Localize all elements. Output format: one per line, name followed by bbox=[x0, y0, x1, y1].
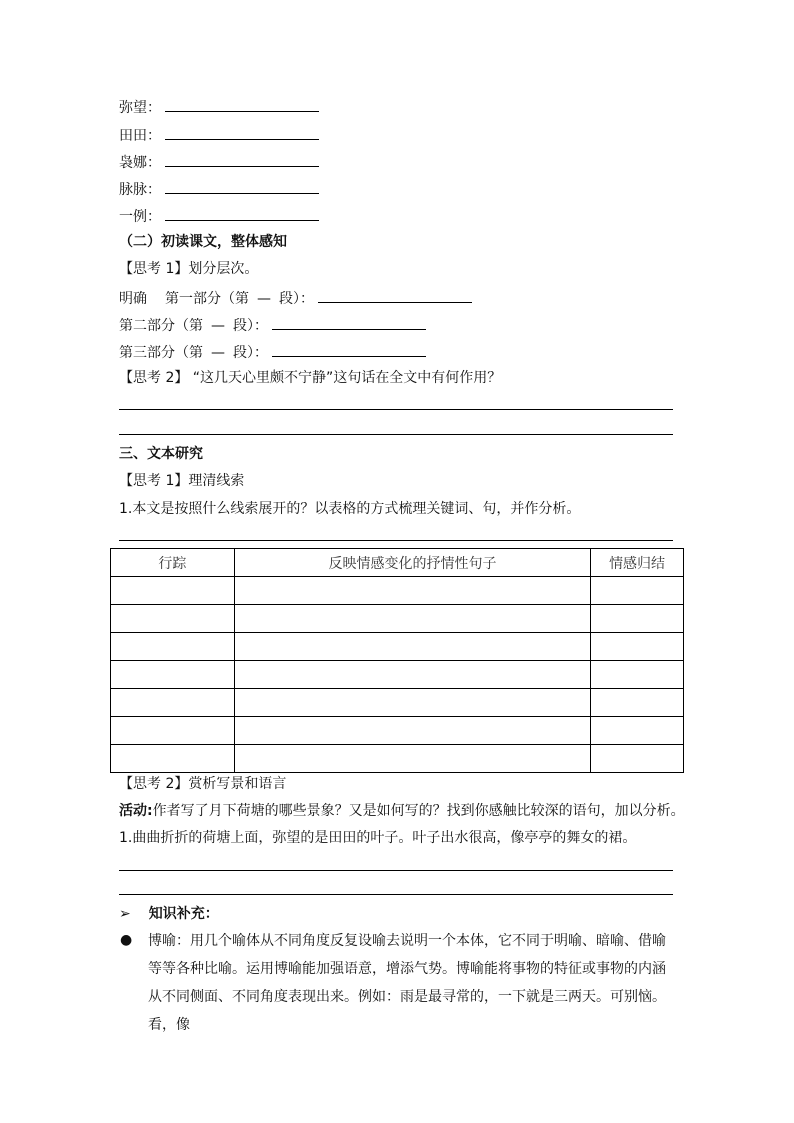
bullet-dot-icon: ● bbox=[120, 932, 133, 948]
table-cell[interactable] bbox=[111, 605, 235, 633]
table-cell[interactable] bbox=[234, 661, 590, 689]
answer-line[interactable] bbox=[119, 870, 673, 871]
table-cell[interactable] bbox=[591, 633, 684, 661]
dash: — bbox=[211, 318, 225, 334]
answer-blank[interactable] bbox=[165, 97, 319, 112]
para-suffix: 段）： bbox=[233, 318, 268, 334]
table-cell[interactable] bbox=[591, 605, 684, 633]
answer-blank[interactable] bbox=[272, 342, 426, 357]
section-three-think2: 【思考 2】赏析写景和语言 bbox=[119, 776, 287, 792]
vocab-term: 田田： bbox=[119, 128, 161, 144]
table-cell[interactable] bbox=[111, 633, 235, 661]
dash: — bbox=[257, 291, 271, 307]
question-1: 1.本文是按照什么线索展开的？以表格的方式梳理关键词、句，并作分析。 bbox=[119, 501, 581, 517]
table-cell[interactable] bbox=[111, 717, 235, 745]
vocab-term: 一例： bbox=[119, 209, 161, 225]
table-row bbox=[111, 689, 684, 717]
clue-table bbox=[110, 548, 684, 773]
activity-line bbox=[119, 802, 685, 820]
part-label: 第三部分（第 bbox=[119, 345, 203, 361]
header-sentences: 反映情感变化的抒情性句子 bbox=[234, 549, 590, 577]
table-cell[interactable] bbox=[234, 605, 590, 633]
vocab-line-1 bbox=[119, 97, 319, 117]
answer-line[interactable] bbox=[119, 434, 673, 435]
table-cell[interactable] bbox=[591, 689, 684, 717]
knowledge-heading-line bbox=[119, 905, 219, 923]
answer-line[interactable] bbox=[119, 409, 673, 410]
table-cell[interactable] bbox=[591, 577, 684, 605]
answer-blank[interactable] bbox=[165, 179, 319, 194]
table-cell[interactable] bbox=[234, 689, 590, 717]
answer-label: 明确 bbox=[119, 291, 147, 307]
table-cell[interactable] bbox=[234, 633, 590, 661]
table-cell[interactable] bbox=[111, 689, 235, 717]
vocab-line-5 bbox=[119, 206, 319, 226]
table-row bbox=[111, 745, 684, 773]
section-two-think2: 【思考 2】 “这几天心里颇不宁静”这句话在全文中有何作用？ bbox=[119, 370, 502, 386]
knowledge-heading: 知识补充： bbox=[148, 906, 219, 922]
section-three-think1: 【思考 1】理清线索 bbox=[119, 473, 245, 489]
table-cell[interactable] bbox=[591, 717, 684, 745]
arrow-bullet-icon: ➢ bbox=[119, 906, 131, 922]
dash: — bbox=[211, 345, 225, 361]
header-track: 行踪 bbox=[111, 549, 235, 577]
vocab-term: 弥望： bbox=[119, 100, 161, 116]
activity-label: 活动: bbox=[119, 803, 153, 819]
vocab-line-4 bbox=[119, 179, 319, 199]
table-header-row bbox=[111, 549, 684, 577]
table-cell[interactable] bbox=[234, 577, 590, 605]
table-cell[interactable] bbox=[111, 577, 235, 605]
table-row bbox=[111, 605, 684, 633]
section-two-heading: （二）初读课文，整体感知 bbox=[119, 234, 287, 250]
part-label: 第二部分（第 bbox=[119, 318, 203, 334]
table-cell[interactable] bbox=[234, 717, 590, 745]
part-two-line bbox=[119, 315, 426, 335]
vocab-term: 脉脉： bbox=[119, 182, 161, 198]
table-cell[interactable] bbox=[591, 745, 684, 773]
vocab-term: 袅娜： bbox=[119, 155, 161, 171]
section-two-think1: 【思考 1】划分层次。 bbox=[119, 261, 259, 277]
answer-line[interactable] bbox=[119, 894, 673, 895]
header-emotion: 情感归结 bbox=[591, 549, 684, 577]
answer-blank[interactable] bbox=[165, 125, 319, 140]
para-suffix: 段）： bbox=[279, 291, 314, 307]
question-2: 1.曲曲折折的荷塘上面，弥望的是田田的叶子。叶子出水很高，像亭亭的舞女的裙。 bbox=[119, 830, 637, 846]
answer-blank[interactable] bbox=[272, 315, 426, 330]
part-one-line bbox=[119, 288, 472, 308]
table-row bbox=[111, 717, 684, 745]
vocab-line-3 bbox=[119, 152, 319, 172]
table-cell[interactable] bbox=[111, 745, 235, 773]
table-cell[interactable] bbox=[591, 661, 684, 689]
section-three-heading: 三、文本研究 bbox=[119, 446, 203, 462]
table-row bbox=[111, 577, 684, 605]
table-row bbox=[111, 661, 684, 689]
answer-line[interactable] bbox=[119, 540, 673, 541]
part-label: 第一部分（第 bbox=[165, 291, 249, 307]
answer-blank[interactable] bbox=[165, 206, 319, 221]
answer-blank[interactable] bbox=[318, 288, 472, 303]
knowledge-paragraph: 博喻：用几个喻体从不同角度反复设喻去说明一个本体，它不同于明喻、暗喻、借喻等等各种比喻。运用博喻能加强语意，增添气势。博喻能将事物的特征或事物的内涵从不同侧面、不同角度表现出来。例如：雨是最寻常的，一下就是三两天。可别恼。看，像 bbox=[148, 933, 666, 1033]
table-row bbox=[111, 633, 684, 661]
answer-blank[interactable] bbox=[165, 152, 319, 167]
table-cell[interactable] bbox=[111, 661, 235, 689]
part-three-line bbox=[119, 342, 426, 362]
table-cell[interactable] bbox=[234, 745, 590, 773]
activity-text: 作者写了月下荷塘的哪些景象？又是如何写的？找到你感触比较深的语句，加以分析。 bbox=[152, 803, 685, 819]
para-suffix: 段）： bbox=[233, 345, 268, 361]
vocab-line-2 bbox=[119, 125, 319, 145]
